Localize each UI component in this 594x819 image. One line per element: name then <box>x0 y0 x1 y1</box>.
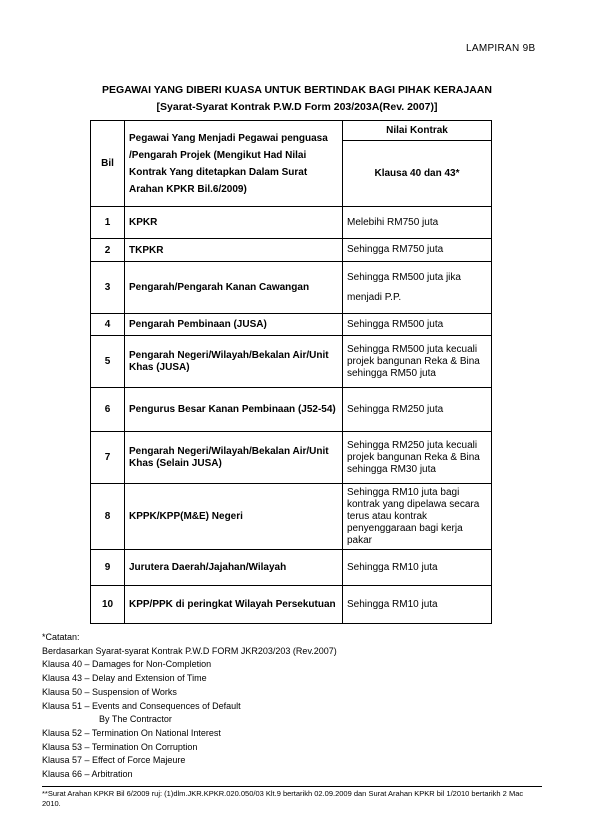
row-nilai: Sehingga RM10 juta bagi kontrak yang dipelawa secara terus atau kontrak penyenggaraan bagi kerja pakar <box>343 484 492 550</box>
row-nilai: Melebihi RM750 juta <box>343 207 492 239</box>
row-pegawai: Pengarah/Pengarah Kanan Cawangan <box>125 262 343 314</box>
page-subtitle: [Syarat-Syarat Kontrak P.W.D Form 203/203A(Rev. 2007)] <box>156 101 438 113</box>
table-row <box>91 314 492 336</box>
row-bil: 9 <box>91 550 125 586</box>
row-nilai: Sehingga RM10 juta <box>343 586 492 624</box>
row-pegawai: KPPK/KPP(M&E) Negeri <box>125 484 343 550</box>
table-row <box>91 432 492 484</box>
table-row <box>91 336 492 388</box>
row-bil: 3 <box>91 262 125 314</box>
row-pegawai: Pengurus Besar Kanan Pembinaan (J52-54) <box>125 388 343 432</box>
row-pegawai: Jurutera Daerah/Jajahan/Wilayah <box>125 550 343 586</box>
note-item: Klausa 57 – Effect of Force Majeure <box>42 755 186 766</box>
row-nilai: Sehingga RM500 juta kecuali projek bangunan Reka & Bina sehingga RM50 juta <box>343 336 492 388</box>
table-row <box>91 262 492 314</box>
row-nilai: Sehingga RM500 juta jika menjadi P.P. <box>343 262 492 314</box>
row-bil: 5 <box>91 336 125 388</box>
row-pegawai: TKPKR <box>125 239 343 262</box>
footnote-divider <box>42 786 542 787</box>
table-row <box>91 550 492 586</box>
notes-heading: *Catatan: <box>42 632 80 642</box>
header-klausa: Klausa 40 dan 43* <box>343 141 492 207</box>
row-bil: 4 <box>91 314 125 336</box>
note-item: Klausa 40 – Damages for Non-Completion <box>42 659 212 670</box>
row-bil: 2 <box>91 239 125 262</box>
page-title: PEGAWAI YANG DIBERI KUASA UNTUK BERTINDAK BAGI PIHAK KERAJAAN <box>102 84 492 96</box>
footnote: **Surat Arahan KPKR Bil 6/2009 ruj: (1)dlm.JKR.KPKR.020.050/03 Klt.9 bertarikh 02.09.2009 dan Surat Arahan KPKR bil 1/2010 bertarikh 2 Mac 2010. <box>42 789 524 808</box>
table-row <box>91 484 492 550</box>
row-nilai: Sehingga RM750 juta <box>343 239 492 262</box>
row-pegawai: KPP/PPK di peringkat Wilayah Persekutuan <box>125 586 343 624</box>
note-item: Klausa 51 – Events and Consequences of Default <box>42 700 241 711</box>
table-row <box>91 239 492 262</box>
lampiran-label: LAMPIRAN 9B <box>466 43 536 54</box>
note-item: Klausa 52 – Termination On National Interest <box>42 727 221 738</box>
note-item: Klausa 66 – Arbitration <box>42 769 133 780</box>
row-pegawai: KPKR <box>125 207 343 239</box>
note-item: Klausa 50 – Suspension of Works <box>42 686 177 697</box>
note-item: By The Contractor <box>99 714 172 725</box>
notes-section <box>42 631 337 782</box>
row-pegawai: Pengarah Negeri/Wilayah/Bekalan Air/Unit Khas (JUSA) <box>125 336 343 388</box>
table-row <box>91 388 492 432</box>
notes-intro: Berdasarkan Syarat-syarat Kontrak P.W.D FORM JKR203/203 (Rev.2007) <box>42 645 337 656</box>
row-bil: 6 <box>91 388 125 432</box>
row-nilai: Sehingga RM250 juta <box>343 388 492 432</box>
header-nilai: Nilai Kontrak <box>343 121 492 141</box>
row-bil: 8 <box>91 484 125 550</box>
header-pegawai: Pegawai Yang Menjadi Pegawai penguasa /Pengarah Projek (Mengikut Had Nilai Kontrak Yang ditetapkan Dalam Surat Arahan KPKR Bil.6/2009) <box>125 121 343 207</box>
note-item: Klausa 43 – Delay and Extension of Time <box>42 673 207 684</box>
row-nilai: Sehingga RM500 juta <box>343 314 492 336</box>
row-nilai: Sehingga RM250 juta kecuali projek bangunan Reka & Bina sehingga RM30 juta <box>343 432 492 484</box>
row-bil: 1 <box>91 207 125 239</box>
row-bil: 10 <box>91 586 125 624</box>
authority-table <box>90 120 492 624</box>
row-nilai: Sehingga RM10 juta <box>343 550 492 586</box>
row-pegawai: Pengarah Negeri/Wilayah/Bekalan Air/Unit Khas (Selain JUSA) <box>125 432 343 484</box>
note-item: Klausa 53 – Termination On Corruption <box>42 741 198 752</box>
row-pegawai: Pengarah Pembinaan (JUSA) <box>125 314 343 336</box>
table-row <box>91 207 492 239</box>
row-bil: 7 <box>91 432 125 484</box>
table-row <box>91 586 492 624</box>
header-bil: Bil <box>91 121 125 207</box>
